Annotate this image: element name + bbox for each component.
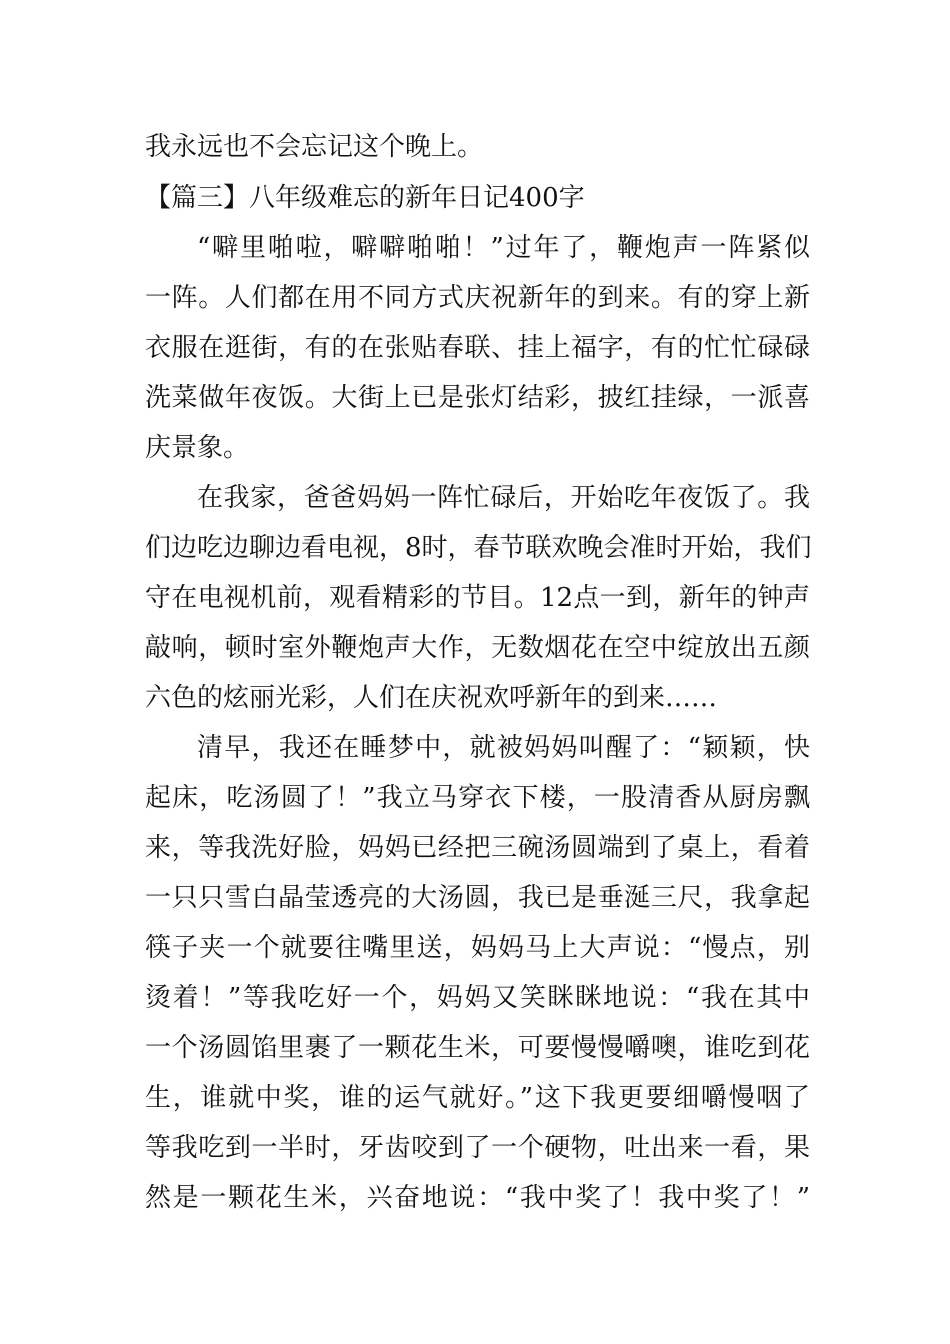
section-heading: 【篇三】八年级难忘的新年日记400字 xyxy=(145,183,585,213)
text-line: 筷子夹一个就要往嘴里送，妈妈马上大声说：“慢点，别 xyxy=(145,933,810,963)
text-line: 生，谁就中奖，谁的运气就好。”这下我更要细嚼慢咽了 xyxy=(145,1083,810,1113)
text-line: 等我吃到一半时，牙齿咬到了一个硬物，吐出来一看，果 xyxy=(145,1133,810,1163)
text-line: 们边吃边聊边看电视，8时，春节联欢晚会准时开始，我们 xyxy=(145,533,812,563)
text-line: 我永远也不会忘记这个晚上。 xyxy=(145,132,484,162)
text-line: 六色的炫丽光彩，人们在庆祝欢呼新年的到来…… xyxy=(145,683,718,713)
text-line: 然是一颗花生米，兴奋地说：“我中奖了！我中奖了！” xyxy=(145,1183,810,1213)
text-line: 一个汤圆馅里裹了一颗花生米，可要慢慢嚼噢，谁吃到花 xyxy=(145,1033,810,1063)
text-line: 烫着！”等我吃好一个，妈妈又笑眯眯地说：“我在其中 xyxy=(145,983,810,1013)
text-line: 起床，吃汤圆了！”我立马穿衣下楼，一股清香从厨房飘 xyxy=(145,783,810,813)
text-line: 洗菜做年夜饭。大街上已是张灯结彩，披红挂绿，一派喜 xyxy=(145,383,810,413)
text-line: 在我家，爸爸妈妈一阵忙碌后，开始吃年夜饭了。我 xyxy=(197,483,810,513)
text-line: 衣服在逛街，有的在张贴春联、挂上福字，有的忙忙碌碌 xyxy=(145,333,810,363)
text-line: 敲响，顿时室外鞭炮声大作，无数烟花在空中绽放出五颜 xyxy=(145,633,810,663)
text-line: 守在电视机前，观看精彩的节目。12点一到，新年的钟声 xyxy=(145,583,810,613)
text-line: 一阵。人们都在用不同方式庆祝新年的到来。有的穿上新 xyxy=(145,283,810,313)
text-line: 来，等我洗好脸，妈妈已经把三碗汤圆端到了桌上，看着 xyxy=(145,833,810,863)
text-line: 庆景象。 xyxy=(145,433,250,463)
text-line: 清早，我还在睡梦中，就被妈妈叫醒了：“颖颖，快 xyxy=(197,733,810,763)
text-line: 一只只雪白晶莹透亮的大汤圆，我已是垂涎三尺，我拿起 xyxy=(145,883,810,913)
text-line: “噼里啪啦，噼噼啪啪！”过年了，鞭炮声一阵紧似 xyxy=(197,233,810,263)
